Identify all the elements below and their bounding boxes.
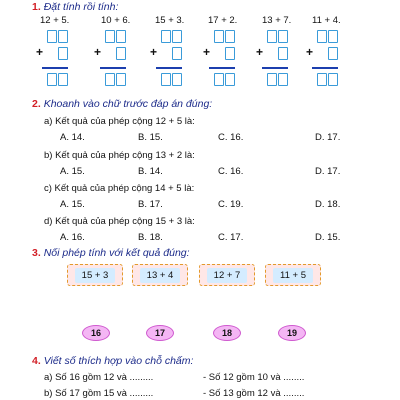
column-addition-5	[256, 30, 292, 90]
units-box-result[interactable]	[116, 73, 126, 86]
sum-line	[312, 67, 338, 69]
fill-line-a-left[interactable]: a) Số 16 gồm 12 và .........	[44, 372, 154, 383]
option-b-C[interactable]: C. 16.	[218, 166, 244, 177]
option-a-A[interactable]: A. 14.	[60, 132, 85, 143]
option-c-D[interactable]: D. 18.	[315, 199, 341, 210]
calc-label-3: 12 + 7	[207, 268, 248, 283]
tens-box-result[interactable]	[267, 73, 277, 86]
column-addition-6	[306, 30, 342, 90]
option-d-B[interactable]: B. 18.	[138, 232, 163, 243]
plus-sign: +	[94, 45, 102, 59]
plus-sign: +	[36, 45, 44, 59]
column-addition-1	[36, 30, 72, 90]
option-d-A[interactable]: A. 16.	[60, 232, 85, 243]
plus-sign: +	[203, 45, 211, 59]
result-oval-4[interactable]: 19	[278, 325, 306, 341]
expression-4: 17 + 2.	[208, 15, 238, 26]
option-b-A[interactable]: A. 15.	[60, 166, 85, 177]
units-box-result[interactable]	[225, 73, 235, 86]
section-3-title	[32, 247, 190, 259]
tens-box-top[interactable]	[105, 30, 115, 43]
option-d-D[interactable]: D. 15.	[315, 232, 341, 243]
tens-box-top[interactable]	[161, 30, 171, 43]
fill-line-b-left[interactable]: b) Số 17 gồm 15 và .........	[44, 388, 154, 399]
question-d: d) Kết quả của phép cộng 15 + 3 là:	[44, 216, 195, 227]
option-c-C[interactable]: C. 19.	[218, 199, 244, 210]
expression-5: 13 + 7.	[262, 15, 292, 26]
option-a-D[interactable]: D. 17.	[315, 132, 341, 143]
units-box-middle[interactable]	[225, 47, 235, 60]
units-box-result[interactable]	[58, 73, 68, 86]
section-4-text: Viết số thích hợp vào chỗ chấm:	[43, 355, 194, 367]
question-a: a) Kết quả của phép cộng 12 + 5 là:	[44, 116, 195, 127]
option-a-C[interactable]: C. 16.	[218, 132, 244, 143]
section-4-number: 4.	[32, 355, 41, 367]
expression-row	[40, 15, 390, 29]
sum-line	[262, 67, 288, 69]
sum-line	[100, 67, 126, 69]
option-b-D[interactable]: D. 17.	[315, 166, 341, 177]
calc-card-1[interactable]	[67, 264, 123, 286]
plus-sign: +	[256, 45, 264, 59]
plus-sign: +	[150, 45, 158, 59]
plus-sign: +	[306, 45, 314, 59]
section-1-number: 1.	[32, 1, 41, 13]
units-box-top[interactable]	[172, 30, 182, 43]
expression-1: 12 + 5.	[40, 15, 70, 26]
section-2-number: 2.	[32, 98, 41, 110]
units-box-result[interactable]	[172, 73, 182, 86]
sum-line	[209, 67, 235, 69]
section-3-number: 3.	[32, 247, 41, 259]
fill-line-b-right[interactable]: - Số 13 gồm 12 và ........	[203, 388, 305, 399]
section-3-text: Nối phép tính với kết quả đúng:	[43, 247, 190, 259]
tens-box-result[interactable]	[105, 73, 115, 86]
units-box-middle[interactable]	[278, 47, 288, 60]
result-oval-2[interactable]: 17	[146, 325, 174, 341]
units-box-top[interactable]	[278, 30, 288, 43]
tens-box-result[interactable]	[317, 73, 327, 86]
tens-box-top[interactable]	[267, 30, 277, 43]
tens-box-result[interactable]	[214, 73, 224, 86]
column-addition-2	[94, 30, 130, 90]
section-2-title	[32, 98, 212, 110]
sum-line	[42, 67, 68, 69]
option-a-B[interactable]: B. 15.	[138, 132, 163, 143]
units-box-top[interactable]	[225, 30, 235, 43]
calc-label-1: 15 + 3	[75, 268, 116, 283]
sum-line	[156, 67, 182, 69]
tens-box-top[interactable]	[214, 30, 224, 43]
options-d	[60, 232, 390, 244]
expression-6: 11 + 4.	[312, 15, 341, 26]
tens-box-result[interactable]	[47, 73, 57, 86]
question-b: b) Kết quả của phép cộng 13 + 2 là:	[44, 150, 195, 161]
units-box-result[interactable]	[278, 73, 288, 86]
result-oval-3[interactable]: 18	[213, 325, 241, 341]
calc-label-4: 11 + 5	[273, 268, 313, 283]
options-c	[60, 199, 390, 211]
section-2-text: Khoanh vào chữ trước đáp án đúng:	[43, 98, 213, 110]
calc-card-2[interactable]	[132, 264, 188, 286]
options-b	[60, 166, 390, 178]
units-box-middle[interactable]	[172, 47, 182, 60]
tens-box-top[interactable]	[47, 30, 57, 43]
units-box-result[interactable]	[328, 73, 338, 86]
expression-3: 15 + 3.	[155, 15, 185, 26]
units-box-middle[interactable]	[328, 47, 338, 60]
expression-2: 10 + 6.	[101, 15, 131, 26]
units-box-middle[interactable]	[58, 47, 68, 60]
units-box-middle[interactable]	[116, 47, 126, 60]
option-c-A[interactable]: A. 15.	[60, 199, 85, 210]
calc-card-3[interactable]	[199, 264, 255, 286]
units-box-top[interactable]	[116, 30, 126, 43]
section-1-text: Đặt tính rồi tính:	[43, 1, 119, 13]
fill-line-a-right[interactable]: - Số 12 gồm 10 và ........	[203, 372, 305, 383]
tens-box-result[interactable]	[161, 73, 171, 86]
units-box-top[interactable]	[328, 30, 338, 43]
option-c-B[interactable]: B. 17.	[138, 199, 163, 210]
result-oval-1[interactable]: 16	[82, 325, 110, 341]
calc-card-4[interactable]	[265, 264, 321, 286]
question-c: c) Kết quả của phép cộng 14 + 5 là:	[44, 183, 195, 194]
option-d-C[interactable]: C. 17.	[218, 232, 244, 243]
option-b-B[interactable]: B. 14.	[138, 166, 163, 177]
section-4-title	[32, 355, 193, 367]
column-addition-4	[203, 30, 239, 90]
options-a	[60, 132, 390, 144]
tens-box-top[interactable]	[317, 30, 327, 43]
section-1-title	[32, 1, 118, 13]
units-box-top[interactable]	[58, 30, 68, 43]
calc-label-2: 13 + 4	[140, 268, 181, 283]
column-addition-3	[150, 30, 186, 90]
